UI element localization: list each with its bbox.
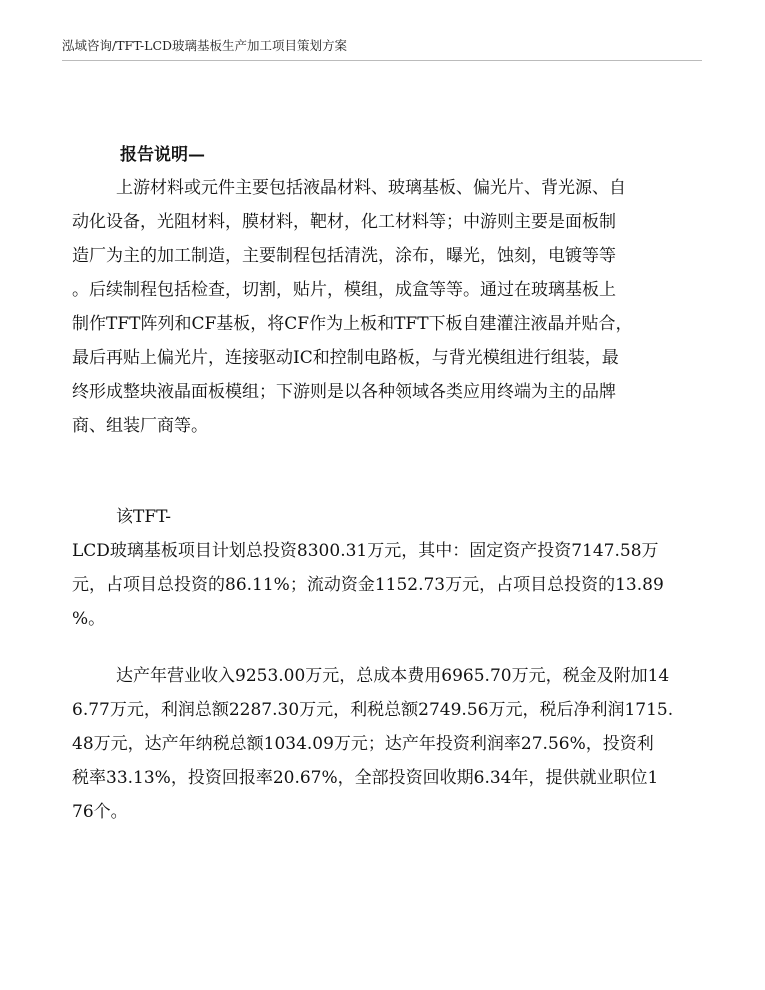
paragraph-line: 达产年营业收入9253.00万元，总成本费用6965.70万元，税金及附加14 (116, 666, 670, 686)
paragraph-line: 终形成整块液晶面板模组；下游则是以各种领域各类应用终端为主的品牌 (72, 382, 616, 402)
paragraph-revenue (72, 659, 692, 829)
paragraph-line: 造厂为主的加工制造，主要制程包括清洗，涂布，曝光，蚀刻，电镀等等 (72, 246, 616, 266)
paragraph-line: 税率33.13%，投资回报率20.67%，全部投资回收期6.34年，提供就业职位1 (72, 768, 659, 788)
paragraph-line: LCD玻璃基板项目计划总投资8300.31万元，其中：固定资产投资7147.58万 (72, 541, 659, 561)
paragraph-line: 元，占项目总投资的86.11%；流动资金1152.73万元，占项目总投资的13.89 (72, 575, 664, 595)
paragraph-line: 该TFT- (116, 507, 172, 527)
page-header: 泓域咨询/TFT-LCD玻璃基板生产加工项目策划方案 (62, 38, 348, 53)
paragraph-investment (72, 500, 692, 636)
paragraph-line: 。后续制程包括检查，切割，贴片，模组，成盒等等。通过在玻璃基板上 (72, 280, 616, 300)
paragraph-industry-chain (72, 171, 692, 443)
section-title: 报告说明— (120, 145, 205, 165)
paragraph-line: 上游材料或元件主要包括液晶材料、玻璃基板、偏光片、背光源、自 (116, 178, 626, 198)
paragraph-line: 动化设备，光阻材料，膜材料，靶材，化工材料等；中游则主要是面板制 (72, 212, 616, 232)
paragraph-line: 最后再贴上偏光片，连接驱动IC和控制电路板，与背光模组进行组装，最 (72, 348, 619, 368)
paragraph-line: 制作TFT阵列和CF基板，将CF作为上板和TFT下板自建灌注液晶并贴合， (72, 314, 633, 334)
header-divider (62, 60, 702, 61)
paragraph-line: 6.77万元，利润总额2287.30万元，利税总额2749.56万元，税后净利润1715. (72, 700, 674, 720)
paragraph-line: 76个。 (72, 802, 128, 822)
paragraph-line: 48万元，达产年纳税总额1034.09万元；达产年投资利润率27.56%，投资利 (72, 734, 654, 754)
paragraph-line: %。 (72, 609, 106, 629)
paragraph-line: 商、组装厂商等。 (72, 416, 208, 436)
